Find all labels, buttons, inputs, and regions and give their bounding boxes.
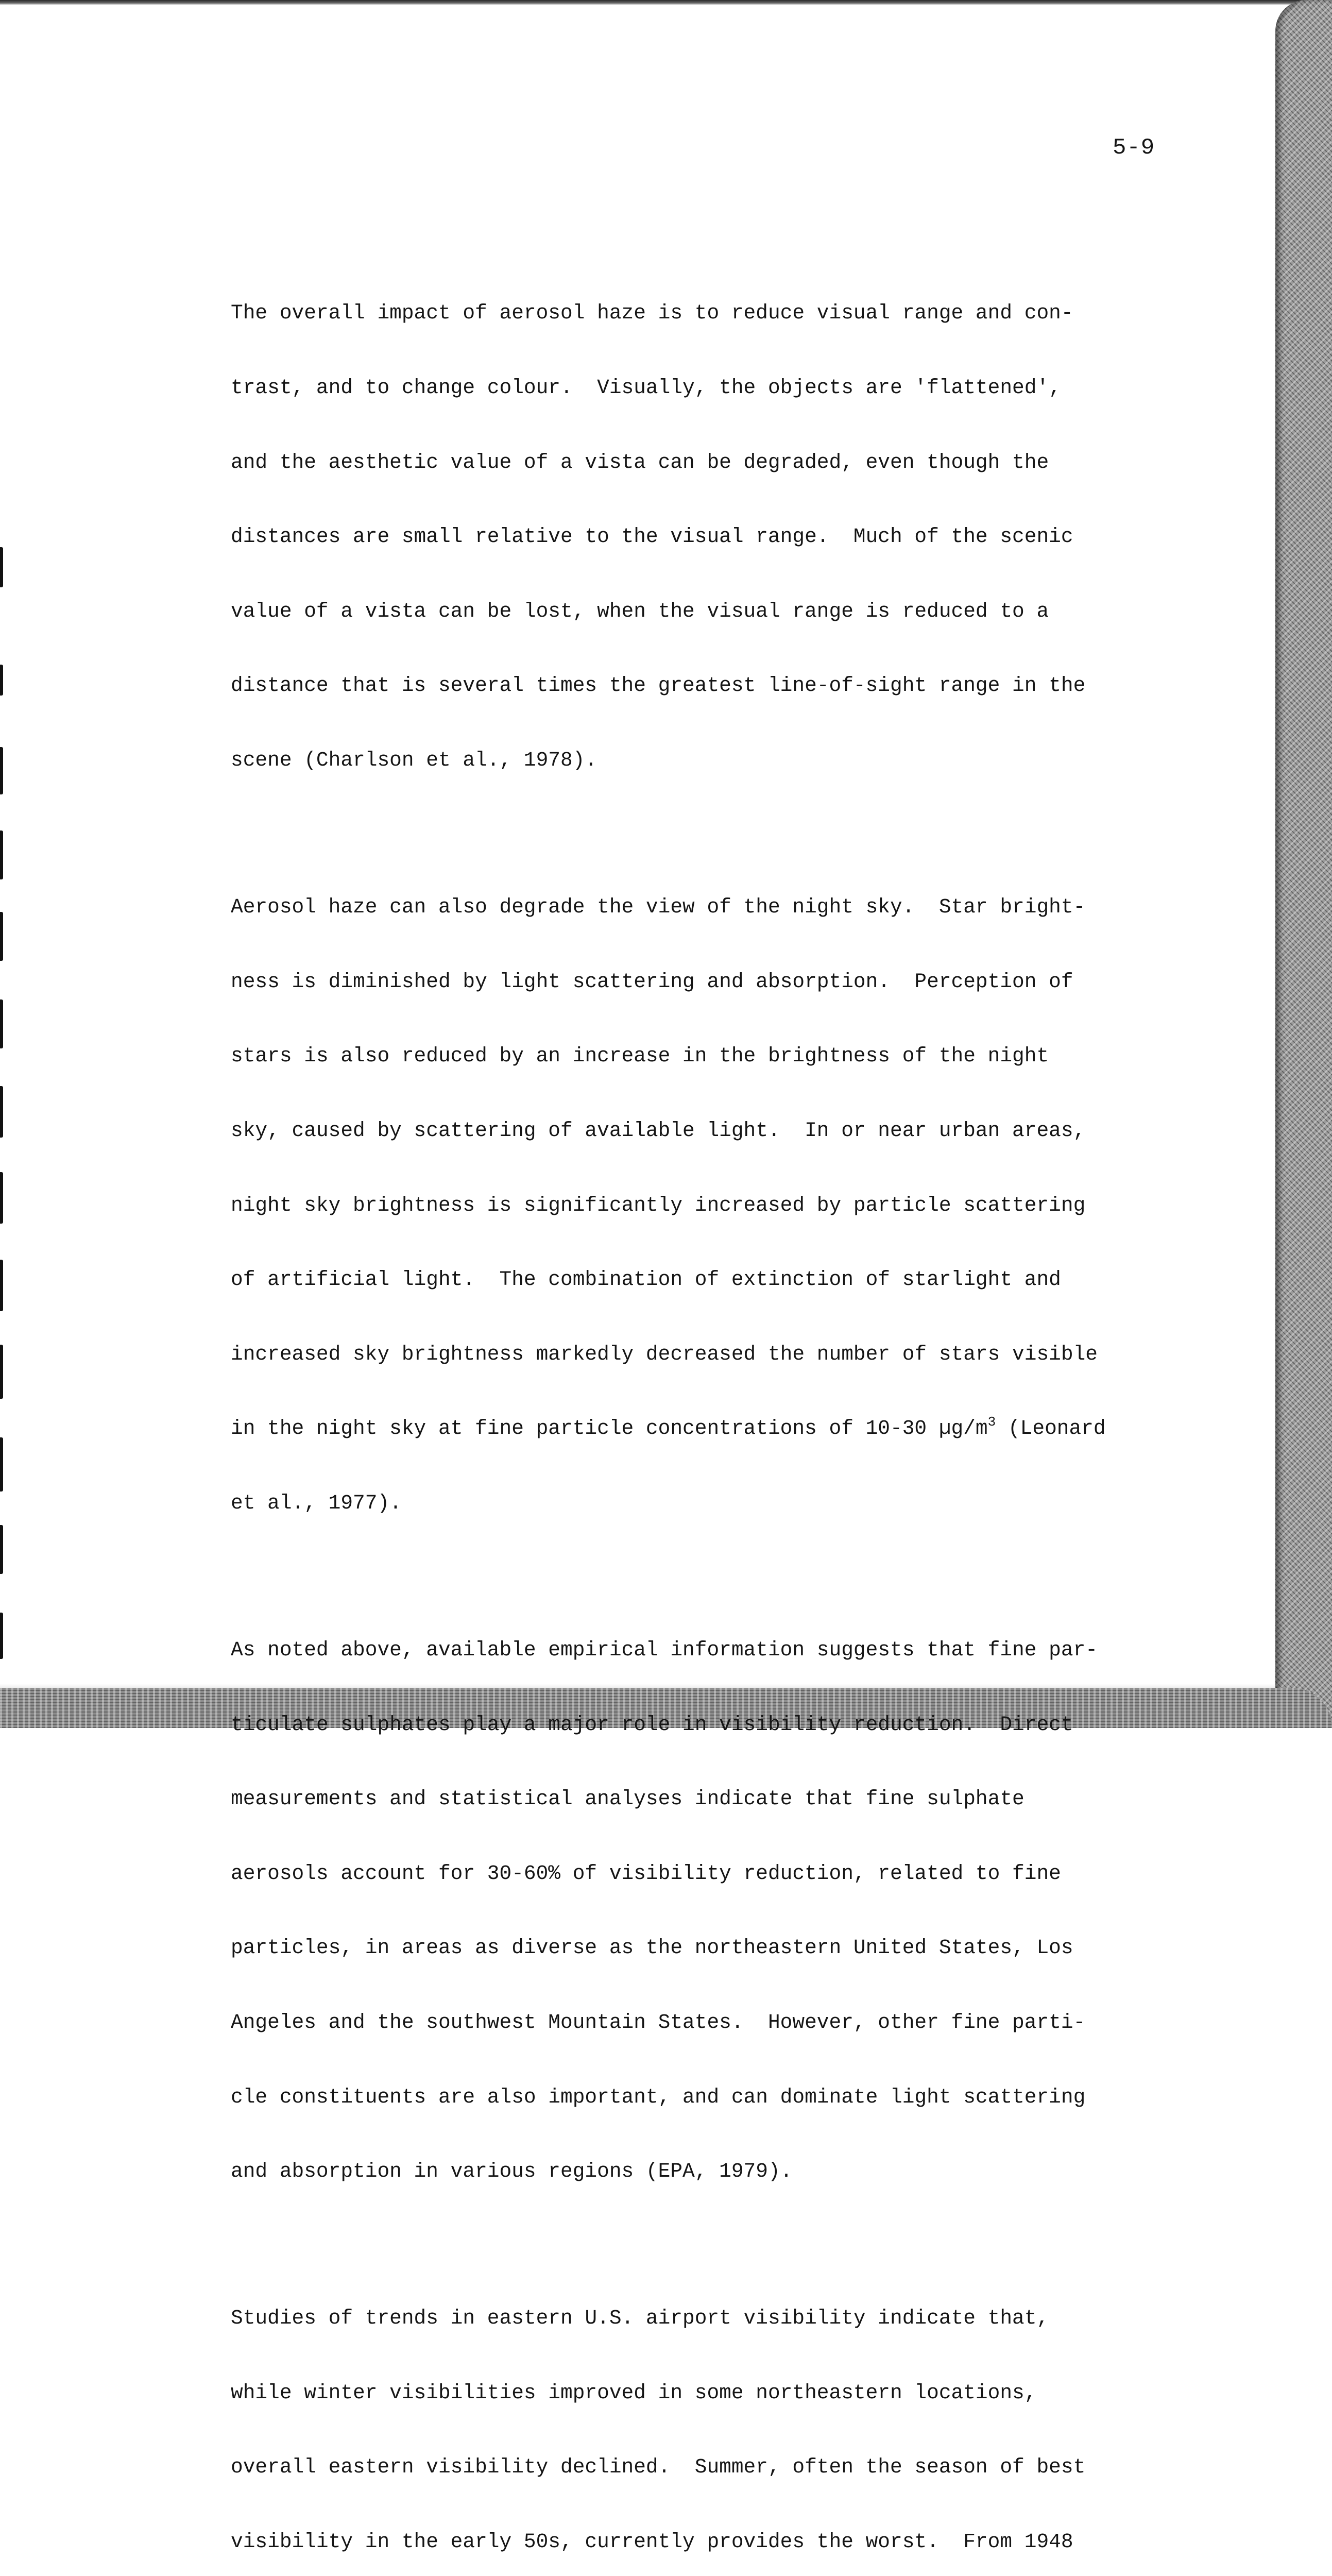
paragraph-night-sky — [231, 845, 1137, 1566]
text-line: and absorption in various regions (EPA, 1979). — [231, 2160, 793, 2183]
binder-mark — [0, 547, 3, 587]
text-line: ticulate sulphates play a major role in visibility reduction. Direct — [231, 1713, 1073, 1736]
binder-mark — [0, 1437, 3, 1492]
binder-mark — [0, 1525, 3, 1574]
text-line: As noted above, available empirical information suggests that fine par- — [231, 1638, 1098, 1662]
binder-hole-marks — [0, 0, 7, 1728]
text-line: increased sky brightness markedly decreased the number of stars visible — [231, 1342, 1098, 1366]
text-line: overall eastern visibility declined. Summer, often the season of best — [231, 2455, 1086, 2479]
text-line: Aerosol haze can also degrade the view of the night sky. Star bright- — [231, 895, 1086, 919]
scan-top-edge — [0, 0, 1332, 5]
text-line: cle constituents are also important, and can dominate light scattering — [231, 2085, 1086, 2109]
binder-mark — [0, 831, 3, 879]
binder-mark — [0, 912, 3, 961]
text-fragment: in the night sky at fine particle concentrations of 10-30 µg/m — [231, 1417, 988, 1440]
scan-right-edge — [1275, 0, 1332, 1728]
document-body — [231, 251, 1137, 2576]
text-line: trast, and to change colour. Visually, the objects are 'flattened', — [231, 376, 1061, 400]
text-line: visibility in the early 50s, currently provides the worst. From 1948 — [231, 2530, 1073, 2554]
text-line: Studies of trends in eastern U.S. airport visibility indicate that, — [231, 2307, 1049, 2330]
paragraph-airport-trends — [231, 2257, 1137, 2576]
text-line: Angeles and the southwest Mountain States. However, other fine parti- — [231, 2011, 1086, 2035]
text-line: while winter visibilities improved in some northeastern locations, — [231, 2381, 1037, 2404]
text-line: night sky brightness is significantly increased by particle scattering — [231, 1193, 1086, 1217]
text-line: measurements and statistical analyses indicate that fine sulphate — [231, 1787, 1024, 1811]
text-fragment: (Leonard — [996, 1417, 1106, 1440]
binder-mark — [0, 1345, 3, 1399]
text-line: aerosols account for 30-60% of visibility reduction, related to fine — [231, 1861, 1061, 1885]
page-number: 5-9 — [1113, 135, 1155, 161]
binder-mark — [0, 665, 3, 696]
binder-mark — [0, 1613, 3, 1659]
text-line: ness is diminished by light scattering and absorption. Perception of — [231, 970, 1073, 993]
binder-mark — [0, 1086, 3, 1138]
text-line: distance that is several times the greatest line-of-sight range in the — [231, 674, 1086, 698]
binder-mark — [0, 1260, 3, 1311]
text-line: particles, in areas as diverse as the northeastern United States, Los — [231, 1936, 1073, 1960]
text-line: of artificial light. The combination of extinction of starlight and — [231, 1268, 1061, 1292]
text-line: scene (Charlson et al., 1978). — [231, 749, 597, 772]
text-line: distances are small relative to the visual range. Much of the scenic — [231, 525, 1073, 549]
text-line: et al., 1977). — [231, 1491, 402, 1515]
binder-mark — [0, 747, 3, 794]
text-line: stars is also reduced by an increase in the brightness of the night — [231, 1044, 1049, 1068]
text-line-with-superscript — [231, 1416, 1137, 1441]
superscript: 3 — [987, 1414, 996, 1430]
text-line: sky, caused by scattering of available light. In or near urban areas, — [231, 1118, 1086, 1142]
text-line: and the aesthetic value of a vista can be degraded, even though the — [231, 450, 1049, 474]
binder-mark — [0, 1172, 3, 1224]
text-line: value of a vista can be lost, when the visual range is reduced to a — [231, 599, 1049, 623]
text-line: The overall impact of aerosol haze is to reduce visual range and con- — [231, 301, 1073, 325]
paragraph-sulphates — [231, 1588, 1137, 2234]
paragraph-visual-range — [231, 251, 1137, 823]
binder-mark — [0, 999, 3, 1048]
